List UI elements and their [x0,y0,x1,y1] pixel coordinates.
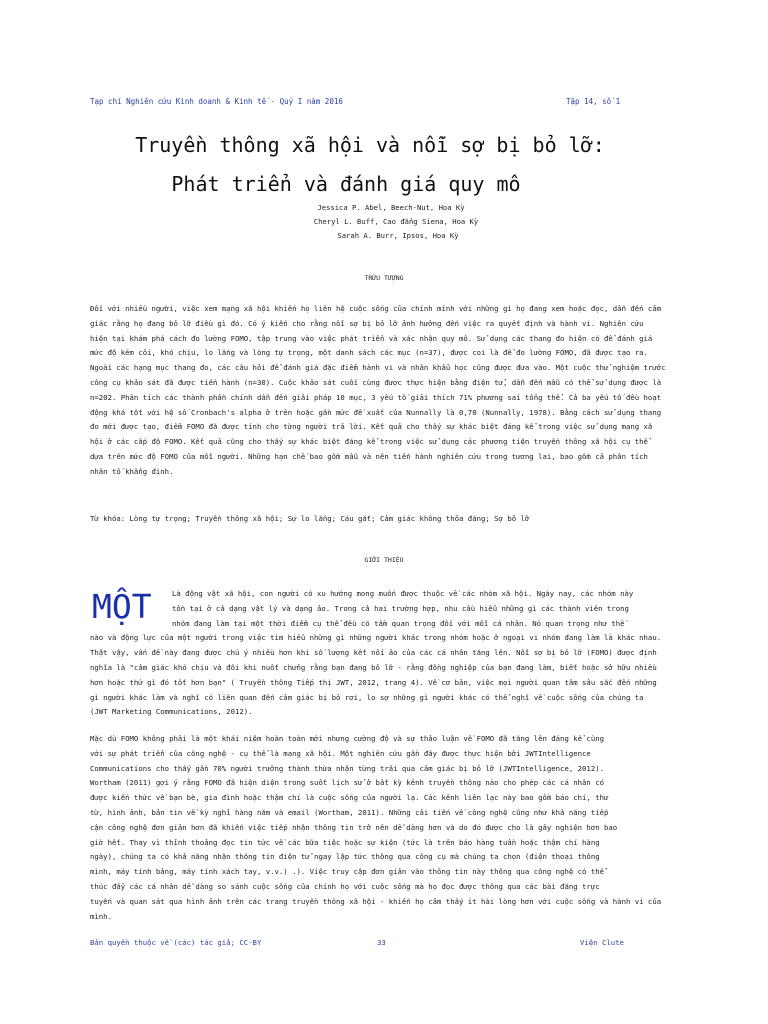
intro-paragraph-1-line: gì người khác làm và nghĩ có liên quan đến cảm giác bị bỏ rơi, lo sợ những gì người khác có thể nghĩ về cuộc sống của chúng ta [90,692,644,702]
intro-paragraph-1-line: nghĩa là "cảm giác khó chịu và đôi khi nuốt chửng rằng bạn đang bỏ lỡ - rằng đồng nghiệp của bạn đang làm, biết hoặc sở hữu nhiều [90,662,657,672]
volume-header: Tập 14, số 1 [566,97,621,106]
author-3: Sarah A. Burr, Ipsos, Hoa Kỳ [337,231,459,240]
intro-paragraph-2: Mặc dù FOMO không phải là một khái niệm hoàn toàn mới nhưng cường độ và sự thảo luận về FOMO đã tăng lên đáng kể cùng với sự phát triển của công nghệ - cụ thể là mạng xã hội. Một nghiên cứu gần đây được thực hiện bởi JWTIntelligence Communications cho thấy gần 70% người trưởng thành thừa nhận từng trải qua cảm giác bị bỏ lỡ (JWTIntelligence, 2012). Wortham (2011) gợi ý rằng FOMO đã hiện diện trong suốt lịch sử ở bất kỳ kênh truyền thông nào cho phép các cá nhân có được kiến thức về bạn bè, gia đình hoặc thậm chí là cuộc sống của người lạ. Các kênh liên lạc này bao gồm báo chí, thư từ, hình ảnh, bản tin về kỳ nghỉ hàng năm và email (Wortham, 2011). Những cải tiến về công nghệ cũng như khả năng tiếp cận công nghệ đơn giản hơn đã khiến việc tiếp nhận thông tin trở nên dễ dàng hơn và do đó được cho là gây nghiện hơn bao giờ hết. Thay vì thỉnh thoảng đọc tin tức về các bữa tiệc hoặc sự kiện (tức là trên báo hàng tuần hoặc thậm chí hàng ngày), chúng ta có khả năng nhận thông tin điện tử ngay lập tức thông qua công cụ mà chúng ta chọn (điện thoại thông minh, máy tính bảng, máy tính xách tay, v.v.) .). Việc truy cập đơn giản vào thông tin này thông qua công nghệ có thể thúc đẩy các cá nhân dễ dàng so sánh cuộc sống của chính họ với cuộc sống mà họ đọc được thông qua các bài đăng trực tuyến và quan sát qua hình ảnh trên các trang truyền thông xã hội - khiến họ cảm thấy ít hài lòng hơn với cuộc sống và hành vi của mình. [90,734,662,921]
abstract-text: Đối với nhiều người, việc xem mạng xã hội khiến họ liên hệ cuộc sống của chính mình với những gì họ đang xem hoặc đọc, dẫn đến cảm giác rằng họ đang bỏ lỡ điều gì đó. Có ý kiến cho rằng nỗi sợ bị bỏ lỡ ảnh hưởng đến việc ra quyết định và hành vi. Nghiên cứu hiện tại khám phá cách đo lường FOMO, tập trung vào việc phát triển và xác nhận quy mô. Sử dụng các thang đo hiện có để đánh giá mức độ kém cỏi, khó chịu, lo lắng và lòng tự trọng, một danh sách các mục (n=37), được coi là để đo lường FOMO, đã được tạo ra. Ngoài các hạng mục thang đo, các câu hỏi để đánh giá đặc điểm hành vi và nhân khẩu học cũng được đưa vào. Một cuộc thử nghiệm trước công cụ khảo sát đã được tiến hành (n=30). Cuộc khảo sát cuối cùng được thực hiện bằng điện tử, dẫn đến mẫu có thể sử dụng được là n=202. Phân tích các thành phần chính dẫn đến giải pháp 10 mục, 3 yếu tố giải thích 71% phương sai tổng thể. Cả ba yếu tố đều hoạt động khá tốt với hệ số Cronbach's alpha ở trên hoặc gần mức đề xuất của Nunnally là 0,70 (Nunnally, 1978). Bằng cách sử dụng thang đo mới được tạo, điểm FOMO đã được tính cho từng người trả lời. Kết quả cho thấy sự khác biệt đáng kể trong việc sử dụng mạng xã hội ở các cấp độ FOMO. Kết quả cũng cho thấy sự khác biệt đáng kể trong việc sử dụng các phương tiện truyền thông xã hội cụ thể dựa trên mức độ FOMO của mỗi người. Những hạn chế bao gồm mẫu và nên tiến hành nghiên cứu trong tương lai, bao gồm cả phân tích nhân tố khẳng định. [90,304,666,476]
footer-copyright: Bản quyền thuộc về (các) tác giả; CC-BY [90,938,262,947]
intro-paragraph-1-line: (JWT Marketing Communications, 2012). [90,707,253,717]
intro-paragraph-1-line: Thật vậy, vấn đề này đang được chú ý nhiều hơn khi số lượng kết nối ảo của các cá nhân tăng lên. Nỗi sợ bị bỏ lỡ (FOMO) được định [90,648,657,658]
author-1: Jessica P. Abel, Beech-Nut, Hoa Kỳ [317,203,465,212]
journal-header: Tạp chí Nghiên cứu Kinh doanh & Kinh tế - Quý I năm 2016 [90,97,343,106]
intro-heading: GIỚI THIỆU [364,556,404,564]
abstract-heading: TRỪU TƯỢNG [364,274,404,282]
intro-paragraph-1-line: Là động vật xã hội, con người có xu hướng mong muốn được thuộc về các nhóm xã hội. Ngày nay, các nhóm này [172,589,634,598]
intro-paragraph-1-line: nào và động lực của một người trong việc tìm hiểu những gì những người khác trong nhóm hoặc ở ngoại vi nhóm đang làm là khác nhau. [90,633,662,643]
title-line-2: Phát triển và đánh giá quy mô [171,172,521,196]
intro-paragraph-1-line: tồn tại ở cả dạng vật lý và dạng ảo. Trong cả hai trường hợp, nhu cầu hiểu những gì các thành viên trong [172,603,629,613]
footer-page-number: 33 [377,938,386,947]
title-line-1: Truyền thông xã hội và nỗi sợ bị bỏ lỡ: [135,133,605,157]
footer-publisher: Viện Clute [580,938,624,947]
keywords: Từ khóa: Lòng tự trọng; Truyền thông xã hội; Sự lo lắng; Cáu gắt; Cảm giác không thỏa đáng; Sợ bỏ lỡ [90,514,530,523]
author-list [0,201,768,243]
author-2: Cheryl L. Buff, Cao đẳng Siena, Hoa Kỳ [313,217,479,226]
intro-paragraph-1-line: hơn hoặc thứ gì đó tốt hơn bạn" ( Truyền thông Tiếp thị JWT, 2012, trang 4). Về cơ bản, việc mọi người quan tâm sâu sắc đến những [90,677,657,687]
drop-cap: MỘT [92,587,152,626]
intro-paragraph-1 [90,587,680,720]
intro-paragraph-1-line: nhóm đang làm tại một thời điểm cụ thể đều có tầm quan trọng đối với mỗi cá nhân. Nó quan trọng như thế [172,618,625,628]
